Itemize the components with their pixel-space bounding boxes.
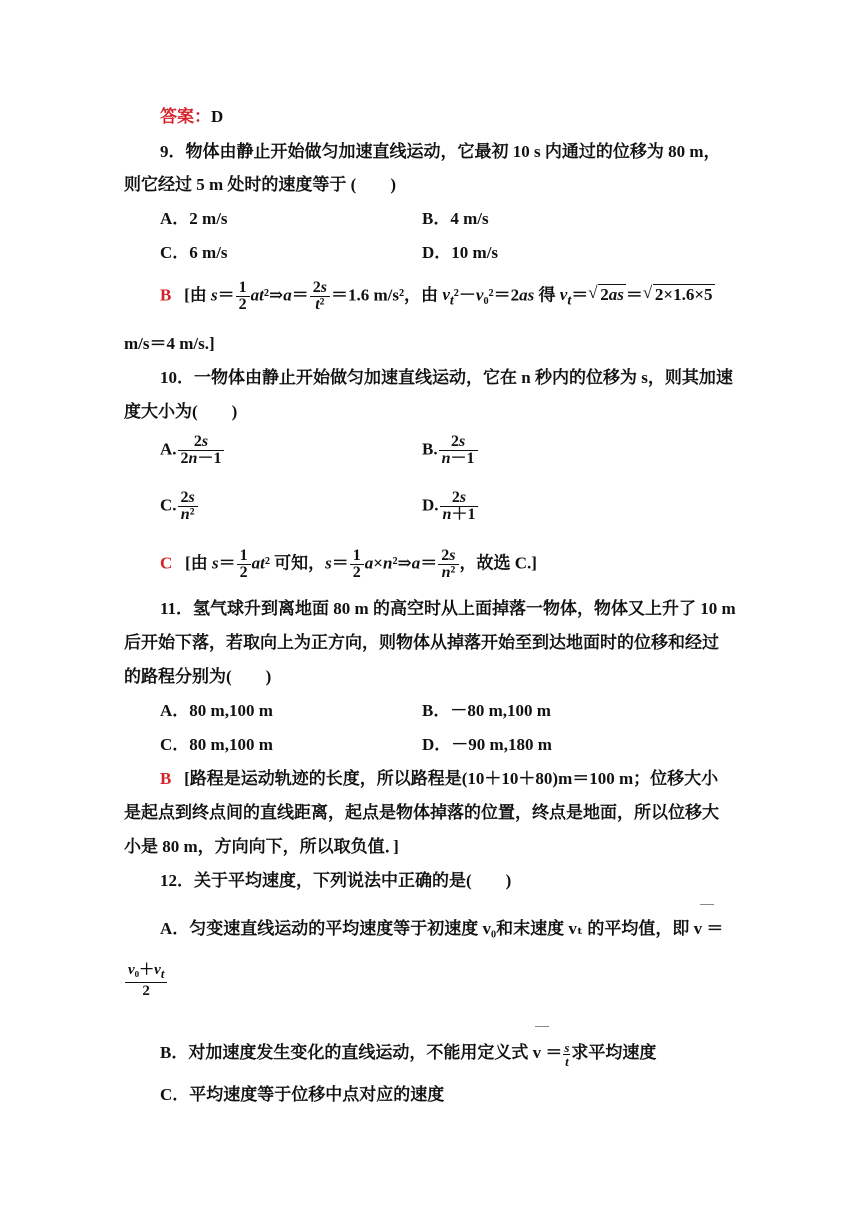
q9-option-d: D．10 m/s [422, 243, 499, 262]
q12-vbar-b [535, 1026, 549, 1027]
q11-answer-letter: B [160, 769, 172, 788]
q10-option-c: C. $\frac{2s}{\text{n²}}$ [160, 490, 199, 523]
q11-stem-line2: 后开始下落，若取向上为正方向，则物体从掉落开始至到达地面时的位移和经过 [124, 633, 719, 652]
q10-answer-letter: C [160, 553, 173, 573]
q11-solution-text1: [路程是运动轨迹的长度，所以路程是(10＋10＋80)m＝100 m；位移大小 [184, 769, 719, 788]
q10-solution: C [由 s＝ $\frac{1}{2}$ at² 可知，s＝ $\frac{1}{2}$ a×n²⇒a＝ $\frac{2s}{\text{n²}}$ ，故选 C.] [160, 547, 537, 581]
q11-solution-line1 [160, 768, 718, 790]
answer-label: 答案： [160, 107, 211, 126]
q9-option-c: C．6 m/s [160, 243, 228, 262]
q12-option-b-tail: 求平均速度 [571, 1043, 657, 1062]
q11-option-b: B．－80 m,100 m [422, 701, 551, 720]
q11-option-d: D．－90 m,180 m [422, 735, 552, 754]
q12-option-c: C．平均速度等于位移中点对应的速度 [160, 1085, 445, 1104]
answer-value: D [211, 107, 224, 126]
q12-option-b: B．对加速度发生变化的直线运动，不能用定义式 v ＝ $\frac{s}{t}$ 求平均速度 [160, 1039, 657, 1069]
q12-vbar-a [700, 904, 714, 905]
q10-option-b: B. $\frac{2s}{n-1}$ [422, 434, 479, 467]
q12-option-a-line1: A．匀变速直线运动的平均速度等于初速度 v₀和末速度 vₜ 的平均值，即 v ＝ [160, 919, 724, 938]
q11-solution-line3: 小是 80 m，方向向下，所以取负值．] [124, 837, 399, 856]
q11-stem-line1: 11．氢气球升到离地面 80 m 的高空时从上面掉落一物体，物体又上升了 10 m [160, 599, 736, 618]
q9-solution-line1: B [由 s＝ $\frac{1}{2}$ at²⇒a＝ $\frac{2s}{\text{t²}}$ ＝1.6 m/s²，由 $v_t^2-v_0^2=2as$ 得 $v_t=√$ 2as ＝√ 2×1.6×5 [160, 280, 715, 315]
q9-solution-line2: m/s＝4 m/s.] [124, 334, 215, 353]
q10-option-d: D. $\frac{2s}{n+1}$ [422, 490, 479, 523]
q10-stem-line2: 度大小为( ) [124, 402, 238, 421]
q9-stem-line2: 则它经过 5 m 处时的速度等于 ( ) [124, 175, 396, 194]
q11-stem-line3: 的路程分别为( ) [124, 667, 272, 686]
q9-option-b: B．4 m/s [422, 209, 489, 228]
q9-option-a: A．2 m/s [160, 209, 228, 228]
q12-option-a-fraction: $\frac{v_0+v_t}{2}$ [124, 962, 168, 999]
q12-option-b-text: B．对加速度发生变化的直线运动，不能用定义式 v ＝ [160, 1043, 563, 1062]
q12-stem: 12．关于平均速度，下列说法中正确的是( ) [160, 871, 512, 890]
q9-stem-line1: 9．物体由静止开始做匀加速直线运动，它最初 10 s 内通过的位移为 80 m， [160, 142, 721, 161]
q9-answer-letter: B [160, 285, 172, 305]
answer-line [160, 106, 223, 128]
q11-option-a: A．80 m,100 m [160, 701, 273, 720]
q10-stem-line1: 10．一物体由静止开始做匀加速直线运动，它在 n 秒内的位移为 s，则其加速 [160, 368, 733, 387]
q11-solution-line2: 是起点到终点间的直线距离，起点是物体掉落的位置，终点是地面，所以位移大 [124, 803, 719, 822]
q11-option-c: C．80 m,100 m [160, 735, 273, 754]
q10-option-a: A. $\frac{2s}{2n-1}$ [160, 434, 225, 467]
